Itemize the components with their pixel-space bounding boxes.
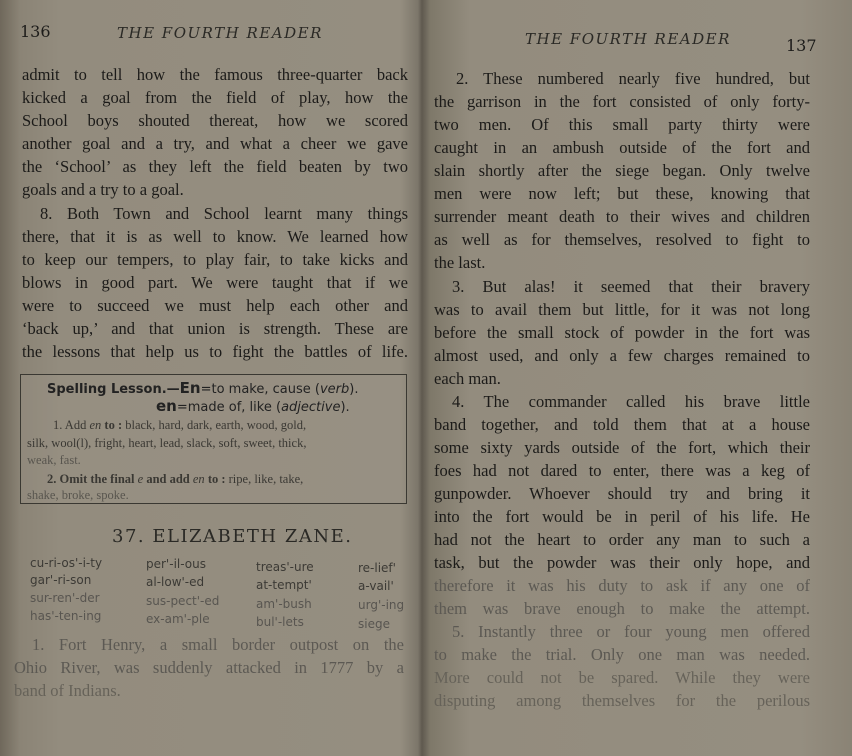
spelling-line [47, 472, 303, 487]
text-line: some sixty yards outside of the fort, which their [434, 438, 810, 457]
text-line: Ohio River, was suddenly attacked in 1777 by a [14, 658, 404, 677]
text-line: task, but the powder was their only hope, and [434, 553, 810, 572]
spelling-line [53, 418, 306, 433]
text-line: as well as for themselves, resolved to fight to [434, 230, 810, 249]
suffix-meaning: =to make, cause ( [200, 382, 320, 397]
text-line: there, that it is as well to know. We learned how [22, 227, 408, 246]
text-line: 2. These numbered nearly five hundred, but [456, 69, 810, 88]
rule-to: to : [207, 472, 226, 486]
vocab-word: am'-bush [256, 597, 312, 611]
text-line: ‘back up,’ and that union is strength. These are [22, 319, 408, 338]
rule-words: weak, fast. [27, 453, 81, 467]
right-page [422, 0, 852, 756]
spelling-line: Spelling Lesson.—En=to make, cause (verb). [47, 379, 359, 397]
text-line: the ‘School’ as they left the field beaten by two [22, 157, 408, 176]
vocab-word: has'-ten-ing [30, 609, 102, 623]
text-line: goals and a try to a goal. [22, 180, 184, 199]
text-line: the garrison in the fort consisted of only forty- [434, 92, 810, 111]
rule-label: 2. Omit the final [47, 472, 135, 486]
vocab-word: sus-pect'-ed [146, 594, 220, 608]
text-line: 1. Fort Henry, a small border outpost on the [32, 635, 404, 654]
text-line: School boys shouted thereat, how we scored [22, 111, 408, 130]
text-line: therefore it was his duty to ask if any one of [434, 576, 810, 595]
rule-to: to : [104, 418, 123, 432]
text-line: 4. The commander called his brave little [452, 392, 810, 411]
text-line: were to succeed we must help each other and [22, 296, 408, 315]
text-line: band together, and told them that at a house [434, 415, 810, 434]
text-line: 5. Instantly three or four young men offered [452, 622, 810, 641]
text-line: almost used, and only a few charges remained to [434, 346, 810, 365]
vocab-word: cu-ri-os'-i-ty [30, 556, 103, 570]
page-number: 136 [20, 22, 51, 41]
text-line: admit to tell how the famous three-quarter back [22, 65, 408, 84]
vocab-word: ex-am'-ple [146, 612, 210, 626]
text-line: them was brave enough to make the attempt. [434, 599, 810, 618]
rule-letter: e [137, 472, 144, 486]
rule-words: silk, wool(l), fright, heart, lead, slack, soft, sweet, thick, [27, 436, 307, 450]
text-line: into the fort would be in peril of his life. He [434, 507, 810, 526]
spelling-heading: Spelling Lesson.— [47, 382, 180, 397]
text-line: each man. [434, 369, 501, 388]
text-line: to make the trial. Only one man was needed. [434, 645, 810, 664]
running-head: THE FOURTH READER [117, 24, 323, 42]
rule-mid: and add [146, 472, 190, 486]
text-line: More could not be spared. While they were [434, 668, 810, 687]
page-number: 137 [786, 36, 817, 55]
text-line: the last. [434, 253, 486, 272]
suffix-en: en [156, 397, 177, 415]
vocab-word: urg'-ing [358, 598, 405, 612]
text-line: band of Indians. [14, 681, 121, 700]
vocab-word: at-tempt' [256, 578, 312, 592]
vocab-word: treas'-ure [256, 560, 314, 574]
vocab-word: a-vail' [358, 579, 394, 593]
text-line: the lessons that help us to fight the battles of life. [22, 342, 408, 361]
text-line: was to avail them but little, for it was not long [434, 300, 810, 319]
rule-suffix: en [89, 418, 102, 432]
part-of-speech: verb [319, 382, 350, 397]
vocab-word: gar'-ri-son [30, 573, 92, 587]
text-line: gunpowder. Whoever should try and bring it [434, 484, 810, 503]
vocab-word: sur-ren'-der [30, 591, 100, 605]
text-line: two men. Of this small party thirty were [434, 115, 810, 134]
rule-words: ripe, like, take, [228, 472, 304, 486]
rule-label: 1. Add [53, 418, 87, 432]
text-line: another goal and a try, and what a cheer we gave [22, 134, 408, 153]
rule-words: shake, broke, spoke. [27, 488, 129, 502]
vocab-word: bul'-lets [256, 615, 304, 629]
text-line: foes had not dared to enter, there was a keg of [434, 461, 810, 480]
text-line: caught in an ambush outside of the fort and [434, 138, 810, 157]
text-line: before the small stock of powder in the fort was [434, 323, 810, 342]
vocab-word: siege [358, 617, 390, 631]
part-of-speech: adjective [281, 400, 341, 415]
running-head: THE FOURTH READER [525, 30, 731, 48]
text-line: men were now left; but these, knowing that [434, 184, 810, 203]
text-line: blows in good part. We were taught that if we [22, 273, 408, 292]
spelling-line: en=made of, like (adjective). [156, 397, 350, 415]
vocab-word: re-lief' [358, 561, 396, 575]
rule-words: black, hard, dark, earth, wood, gold, [125, 418, 307, 432]
vocab-word: per'-il-ous [146, 557, 206, 571]
suffix-meaning: =made of, like ( [176, 400, 282, 415]
chapter-title: 37. ELIZABETH ZANE. [112, 526, 353, 547]
text-line: 8. Both Town and School learnt many things [40, 204, 408, 223]
text-line: 3. But alas! it seemed that their bravery [452, 277, 810, 296]
text-line: surrender meant death to their wives and children [434, 207, 810, 226]
text-line: slain shortly after the siege began. Only twelve [434, 161, 810, 180]
rule-suffix: en [192, 472, 205, 486]
text-line: had not the heart to order any man to such a [434, 530, 810, 549]
vocab-word: al-low'-ed [146, 575, 205, 589]
text-line: to keep our tempers, to play fair, to take kicks and [22, 250, 408, 269]
suffix-en: En [179, 379, 201, 397]
text-line: disputing among themselves for the perilous [434, 691, 810, 710]
spelling-lesson-box [20, 374, 407, 504]
left-page [0, 0, 420, 756]
text-line: kicked a goal from the field of play, how the [22, 88, 408, 107]
